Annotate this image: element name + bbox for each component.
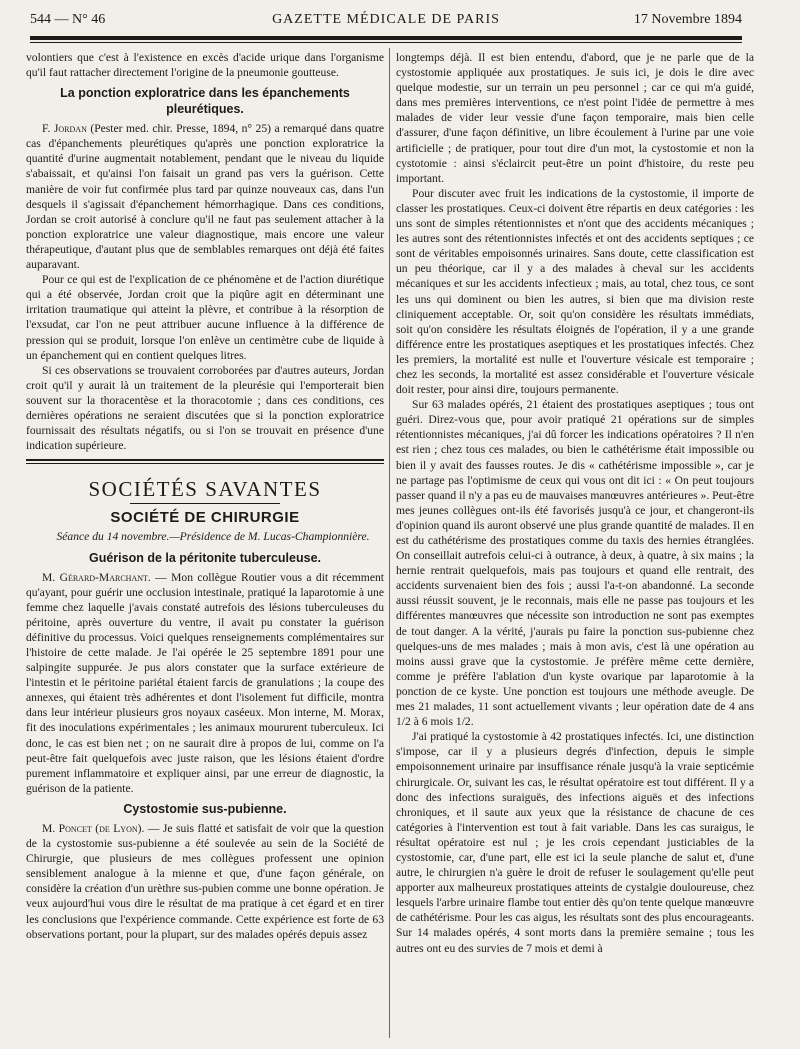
heading-cystostomie: Cystostomie sus-pubienne. <box>123 801 287 816</box>
paragraph-gerard <box>26 570 384 796</box>
title-rule <box>130 503 280 504</box>
paragraph-gout-end: volontiers que c'est à l'existence en excès d'acide urique dans l'organisme qu'il faut rattacher directement l'origine de la pneumonie goutteuse. <box>26 51 384 80</box>
journal-title: GAZETTE MÉDICALE DE PARIS <box>272 12 500 27</box>
section-title: SOCIÉTÉS SAVANTES <box>88 477 322 502</box>
running-header <box>30 12 742 32</box>
paragraph-jordan-1-text: (Pester med. chir. Presse, 1894, n° 25) a remarqué dans quatre cas d'épanchements pleurétiques qu'après une ponction exploratrice la quantité d'urine augmentait notablement, pendant que le niveau du liquide s'abaissait, et qu'ainsi l'on faisait un grand pas vers la guérison. Cette manière de voir fut confirmée plus tard par quinze nouveaux cas, dans l'un desquels il s'agissait d'épanchement hémorrhagique. Dans ces conditions, Jordan se croit autorisé à conclure qu'il ne faut pas seulement attacher à la ponction exploratrice une valeur diagnostique, mais encore une valeur thérapeutique, d'autant plus que de semblables remarques ont déjà été faites auparavant. <box>26 122 385 272</box>
left-column <box>26 50 384 942</box>
header-rule-thin <box>30 42 742 43</box>
speaker-gerard: M. Gérard-Marchant. <box>42 570 151 584</box>
paragraph-jordan-1 <box>26 121 384 272</box>
author-jordan: F. Jordan <box>42 122 87 136</box>
paragraph-jordan-2: Pour ce qui est de l'explication de ce phénomène et de l'action diurétique qui a été observée, Jordan croit que la piqûre agit en déterminant une irritation traumatique qui atteint la plèvre, et contribue à la résorption de l'exsudat, car l'on ne peut attribuer aucune influence à la différence de pression qui se produit, lorsque l'on enlève un centimètre cube de liquide à un épanchement qui en contient quelques litres. <box>26 273 384 362</box>
column-divider <box>389 48 390 1038</box>
seance-president: Présidence de M. Lucas-Championnière. <box>179 530 370 544</box>
paragraph-poncet-text: — Je suis flatté et satisfait de voir que la question de la cystostomie sus-pubienne a été soulevée au sein de la Société de Chirurgie, que plusieurs de mes collègues professent une opinion sensiblement analogue à la mienne et que, d'une façon générale, on considère la création d'un urèthre sus-pubien comme une bonne opération. Je veux aujourd'hui vous dire le résultat de ma pratique à cet égard et en tirer les conclusions que l'expérience commande. Cette expérience est forte de 63 observations portant, pour la plupart, sur des malades opérés depuis assez <box>26 821 384 941</box>
seance-line <box>26 529 384 544</box>
section-separator <box>26 459 384 461</box>
paragraph-r3: Sur 63 malades opérés, 21 étaient des prostatiques aseptiques ; tous ont guéri. Direz-vous que, pour avoir pratiqué 21 opérations sur de simples rétentionnistes mécaniques, j'ai dû forcer les indications opératoires ? Il n'en est rien ; chez tous ces malades, ou bien le cathétérisme était impossible ou bien il y avait des fausses routes. Je dis « cathétérisme impossible », car je ne partage pas l'optimisme de ceux qui vous ont dit ici : « On peut toujours passer quand il n'y a pas eu de mauvaises manœuvres antérieures ». Peut-être mes jeunes collègues ont-ils été favorisés jusqu'à ce jour, et changeront-ils d'opinion quand ils auront observé une plus grande quantité de malades. Il en est du cathétérisme des prostatiques comme du taxis des hernies étranglées. On conseillait autrefois celui-ci à outrance, à deux, à quatre, à six mains ; la hernie rentrait quelquefois, mais pas toujours et quand elle rentrait, des accidents survenaient bien des fois ; aussi l'a-t-on abandonné. La seconde aussi réussit souvent, je le reconnais, mais elle ne passe pas toujours et les différentes manœuvres que nécessite son introduction ne sont pas exemptes de tout danger. A la vérité, j'aurais pu faire la ponction sus-pubienne chez quelques-uns de mes malades ; mais à mon avis, c'est là une opération au moins aussi grave que la cystostomie. Je préfère même cette dernière, comme je préfère l'ablation d'un kyste ovarique par laparotomie à la ponction de ce kyste. Une ponction est toujours une méthode aveugle. De mes 21 malades, 11 sont actuellement vivants ; leur opération date de 4 ans 1/2 à 6 mois 1/2. <box>396 398 754 729</box>
heading-peritonite: Guérison de la péritonite tuberculeuse. <box>89 550 321 565</box>
seance-label: Séance du 14 novembre.— <box>56 530 180 544</box>
paragraph-r1: longtemps déjà. Il est bien entendu, d'abord, que je ne parle que de la cystostomie appliquée aux prostatiques. Je suis ici, je dois le dire avec quelque modestie, sur un terrain un peu personnel ; car ce qui m'a guidé, dans mes premières interventions, ce n'est point l'idée de permettre à mes malades de vider leur vessie d'une façon temporaire, mais bien celle d'assurer, d'une façon définitive, un libre écoulement à l'urine par une voie artificielle ; de pratiquer, pour tout dire d'un mot, la cystostomie et non la cystotomie : ainsi s'éclaircit peut-être un point d'histoire, du reste peu important. <box>396 51 754 185</box>
paragraph-gerard-text: — Mon collègue Routier vous a dit récemment qu'ayant, pour guérir une occlusion intestinale, pratiqué la laparotomie à une femme chez laquelle j'avais constaté autrefois des lésions tuberculeuses du péritoine, après ouverture du ventre, il avait pu constater la guérison définitive du processus. Voici quelques renseignements complémentaires sur l'histoire de cette malade. Je l'ai opérée le 25 septembre 1891 pour une salpingite suppurée. Je pus alors constater que la surface extérieure de l'intestin et le péritoine pariétal étaient farcis de granulations ; la coupe des annexes, qui étaient très adhérentes et dont l'isolement fut difficile, montra dans leur intérieur plusieurs gros noyaux caséeux. Mon interne, M. Morax, fit des inoculations expérimentales ; les animaux moururent tuberculeux. Ici donc, le cas est bien net ; on ne saurait dire à propos de lui, comme on l'a peut-être fait quelquefois avec juste raison, que les lésions étaient d'ordre purement inflammatoire et expliquer ainsi, par une erreur de diagnostic, la guérison de la patiente. <box>26 570 384 795</box>
paragraph-r4: J'ai pratiqué la cystostomie à 42 prostatiques infectés. Ici, une distinction s'impose, car il y a plusieurs degrés d'infection, depuis le simple empoisonnement urinaire par insuffisance rénale jusqu'à la vraie septicémie chirurgicale. Or, suivant les cas, le résultat opératoire est tout différent. Il y a donc des infections suraiguës, des infections aiguës et des infections chroniques, et il saute aux yeux que la résistance de chacune de ces catégories à l'intervention est tout à fait variable. Dans les cas suraigus, le résultat opératoire est nul ; je les crois cependant justiciables de la cystostomie, car, d'une part, elle est ici la seule planche de salut et, d'une autre, le chirurgien n'a guère le droit de refuser le soulagement qu'elle peut apporter aux malheureux prostatiques atteints de cystalgie douloureuse, chez lesquels l'arbre urinaire flambe tout entier dès qu'on tente quelque manœuvre de cathétérisme. Pour les cas aigus, les résultats sont des plus encourageants. Sur 14 malades opérés, 4 sont morts dans la première semaine ; tous les autres ont eu des survies de 7 mois et demi à <box>396 730 754 955</box>
speaker-poncet: M. Poncet (de Lyon). <box>42 821 145 835</box>
society-title: SOCIÉTÉ DE CHIRURGIE <box>110 509 300 527</box>
paragraph-r2: Pour discuter avec fruit les indications de la cystostomie, il importe de classer les prostatiques. Ceux-ci doivent être répartis en deux catégories : les uns sont de simples rétentionnistes et n'ont que des accidents mécaniques ; les autres sont des rétentionnistes infectés et ont des accidents septiques ; ce sont de véritables empoisonnés urinaires. Sans doute, cette classification est un peu théorique, car il y a des malades à cheval sur les accidents mécaniques et sur les accidents infectieux ; mais, au total, chez tous, ce sont les uns qui dominent ou bien les autres, si bien que ma division reste cliniquement acceptable. Or, soit qu'on considère les résultats immédiats, soit qu'on considère les résultats éloignés de l'opération, il y a une grande différence entre les prostatiques aseptiques et les prostatiques infectés. Chez les premiers, la mortalité est nulle et l'ouverture vésicale est temporaire ; chez les seconds, la mortalité est assez considérable et l'ouverture vésicale doit rester, pour ainsi dire, toujours permanente. <box>396 186 754 397</box>
section-separator-thin <box>26 463 384 464</box>
issue-date: 17 Novembre 1894 <box>633 12 742 27</box>
paragraph-jordan-3: Si ces observations se trouvaient corroborées par d'autres auteurs, Jordan croit qu'il y aurait là un traitement de la pleurésie qui l'emporterait bien souvent sur la thoracentèse et la thoracotomie ; dans ces conditions, ces dernières opérations ne seraient discutées que si la ponction exploratrice fournissait des résultats négatifs, ou si l'on se trouvait en présence d'une indication supérieure. <box>26 363 384 453</box>
right-column <box>396 50 754 956</box>
header-rule-thick <box>30 36 742 40</box>
heading-ponction: La ponction exploratrice dans les épanchements pleurétiques. <box>60 86 350 117</box>
paragraph-poncet <box>26 821 384 942</box>
page-number: 544 — N° 46 <box>30 12 106 27</box>
